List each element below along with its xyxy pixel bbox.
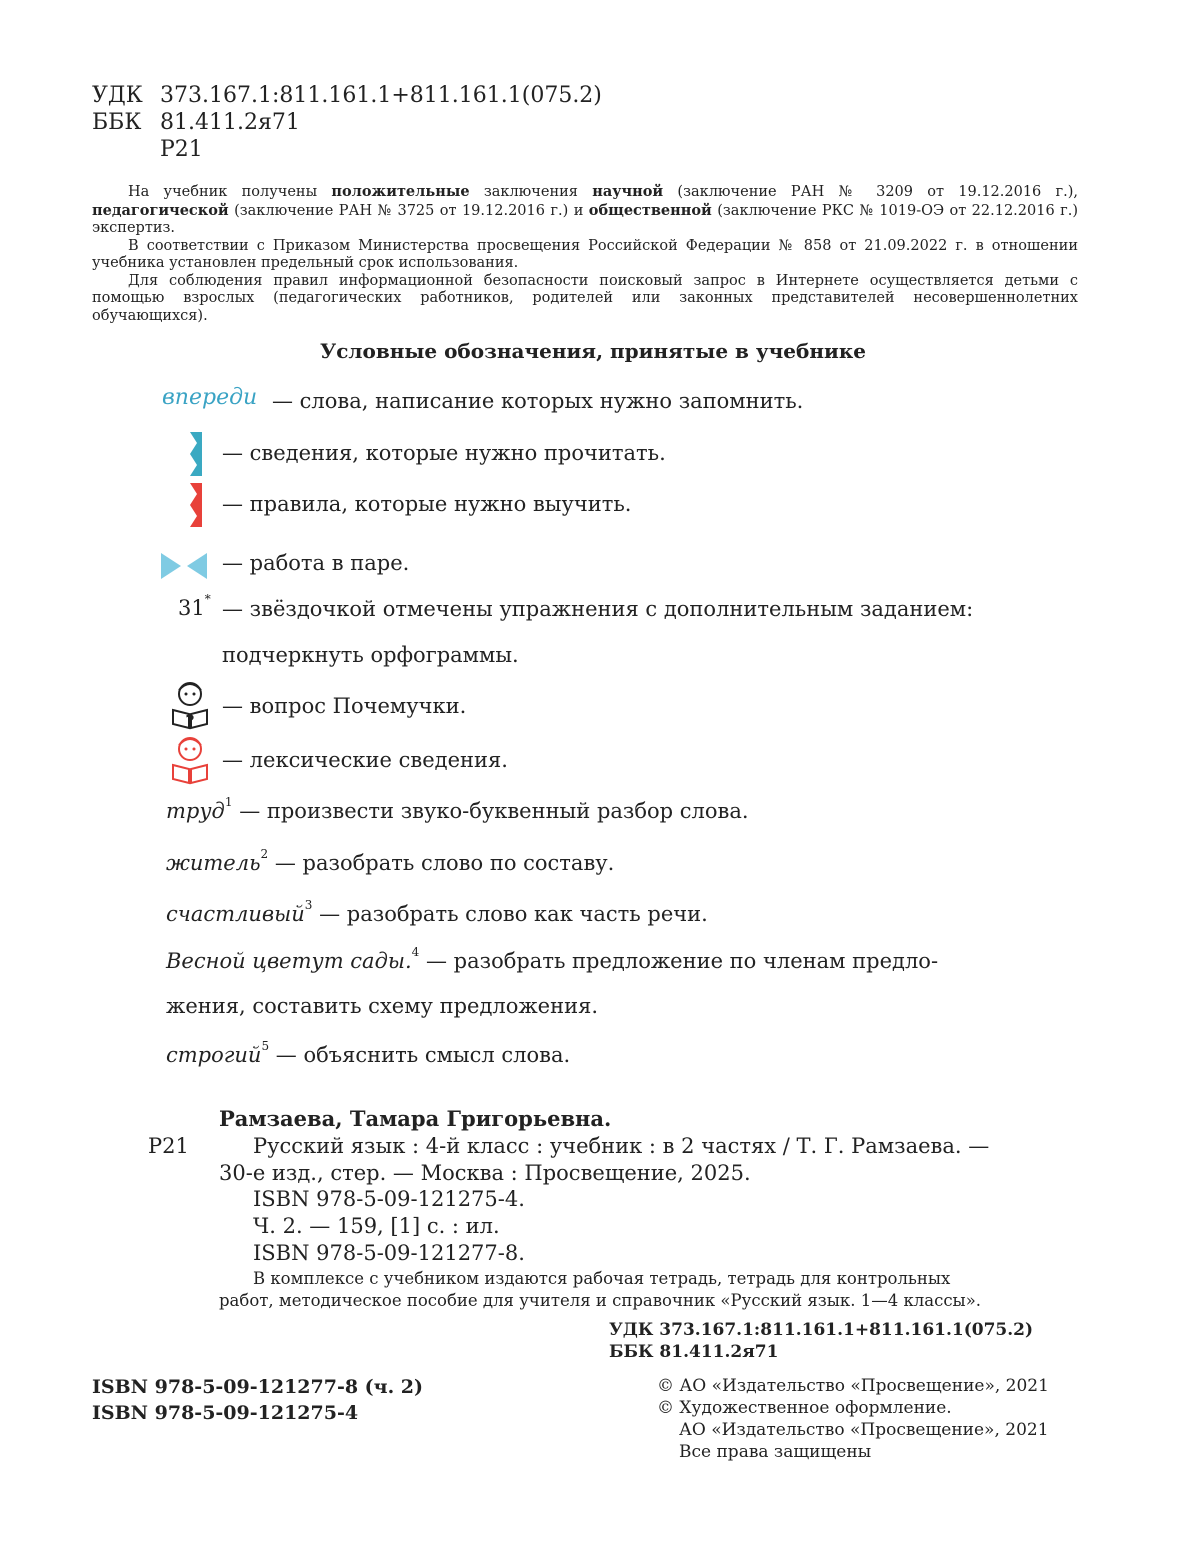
note-safety: Для соблюдения правил информационной безопасности поисковый запрос в Интернете осуществляется детьми с помощью взрослых (педагогических работников, родителей или законных представителей несовершеннолетних обучающихся). [92, 272, 1078, 324]
svg-text:?: ? [185, 711, 195, 730]
pair-work-icon [161, 553, 207, 583]
legend-word-1: труд$^1$ — произвести звуко-буквенный разбор слова. [166, 795, 749, 823]
bib-bbk: ББК 81.411.2я71 [609, 1342, 779, 1362]
bbk-line [92, 109, 300, 137]
red-bookmark-icon [188, 483, 204, 531]
bib-line-3: ISBN 978-5-09-121275-4. [253, 1187, 525, 1211]
note-term: В соответствии с Приказом Министерства просвещения Российской Федерации № 858 от 21.09.2022 г. в отношении учебника установлен предельный срок использования. [92, 237, 1078, 271]
bbk-label: ББК [92, 110, 142, 135]
legend-word-2: житель$^2$ — разобрать слово по составу. [166, 847, 615, 875]
legend-rules-text: — правила, которые нужно выучить. [222, 492, 632, 516]
bib-author: Рамзаева, Тамара Григорьевна. [219, 1106, 612, 1131]
bib-annotation-2: работ, методическое пособие для учителя и справочник «Русский язык. 1—4 классы». [219, 1291, 982, 1310]
star-number: 31* [178, 592, 211, 620]
bib-annotation-1: В комплексе с учебником издаются рабочая тетрадь, тетрадь для контрольных [253, 1269, 951, 1288]
legend-pair-text: — работа в паре. [222, 551, 410, 575]
bib-line-4: Ч. 2. — 159, [1] с. : ил. [253, 1214, 500, 1238]
legend-word-4-cont: жения, составить схему предложения. [166, 994, 599, 1018]
bib-line-2: 30-е изд., стер. — Москва : Просвещение, 2025. [219, 1161, 751, 1185]
legend-star-text-1: — звёздочкой отмечены упражнения с дополнительным заданием: [222, 597, 974, 621]
notes-block [92, 183, 1078, 325]
author-mark: Р21 [160, 137, 203, 162]
lexical-info-icon [167, 735, 213, 789]
udk-label: УДК [92, 83, 143, 108]
legend-star-text-2: подчеркнуть орфограммы. [222, 643, 519, 667]
teal-bookmark-icon [188, 432, 204, 480]
legend-lex-text: — лексические сведения. [222, 748, 508, 772]
udk-line [92, 82, 602, 110]
svg-text:!: ! [186, 768, 194, 785]
footer-rights: Все права защищены [679, 1442, 872, 1462]
legend-word-4: Весной цветут сады.$^4$ — разобрать предложение по членам предло- [166, 945, 939, 973]
footer-copyright-2: © Художественное оформление. [657, 1398, 952, 1418]
legend-info-text: — сведения, которые нужно прочитать. [222, 441, 666, 465]
legend-title: Условные обозначения, принятые в учебнике [319, 339, 867, 363]
bib-line-5: ISBN 978-5-09-121277-8. [253, 1241, 525, 1265]
handwritten-word: впереди [162, 385, 258, 410]
footer-isbn-set: ISBN 978-5-09-121275-4 [92, 1402, 359, 1424]
bib-udk: УДК 373.167.1:811.161.1+811.161.1(075.2) [609, 1320, 1034, 1340]
footer-isbn-part2: ISBN 978-5-09-121277-8 (ч. 2) [92, 1376, 424, 1398]
footer-copyright-3: АО «Издательство «Просвещение», 2021 [679, 1420, 1049, 1440]
legend-why-text: — вопрос Почемучки. [222, 694, 467, 718]
footer-copyright-1: © АО «Издательство «Просвещение», 2021 [657, 1376, 1049, 1396]
bib-mark: Р21 [148, 1134, 189, 1158]
bib-line-1: Русский язык : 4-й класс : учебник : в 2 частях / Т. Г. Рамзаева. — [253, 1134, 990, 1158]
legend-words-text: — слова, написание которых нужно запомнить. [272, 389, 804, 413]
pochemuchka-icon [167, 680, 213, 734]
udk-value: 373.167.1:811.161.1+811.161.1(075.2) [160, 83, 602, 108]
legend-word-3: счастливый$^3$ — разобрать слово как часть речи. [166, 898, 708, 926]
note-expertise: На учебник получены положительные заключения научной (заключение РАН № 3209 от 19.12.2016 г.), педагогической (заключение РАН № 3725 от 19.12.2016 г.) и общественной (заключение РКС № 1019-ОЭ от 22.12.2016 г.) экспертиз. [92, 183, 1079, 236]
bbk-value: 81.411.2я71 [160, 110, 300, 135]
legend-word-5: строгий$^5$ — объяснить смысл слова. [166, 1039, 571, 1067]
